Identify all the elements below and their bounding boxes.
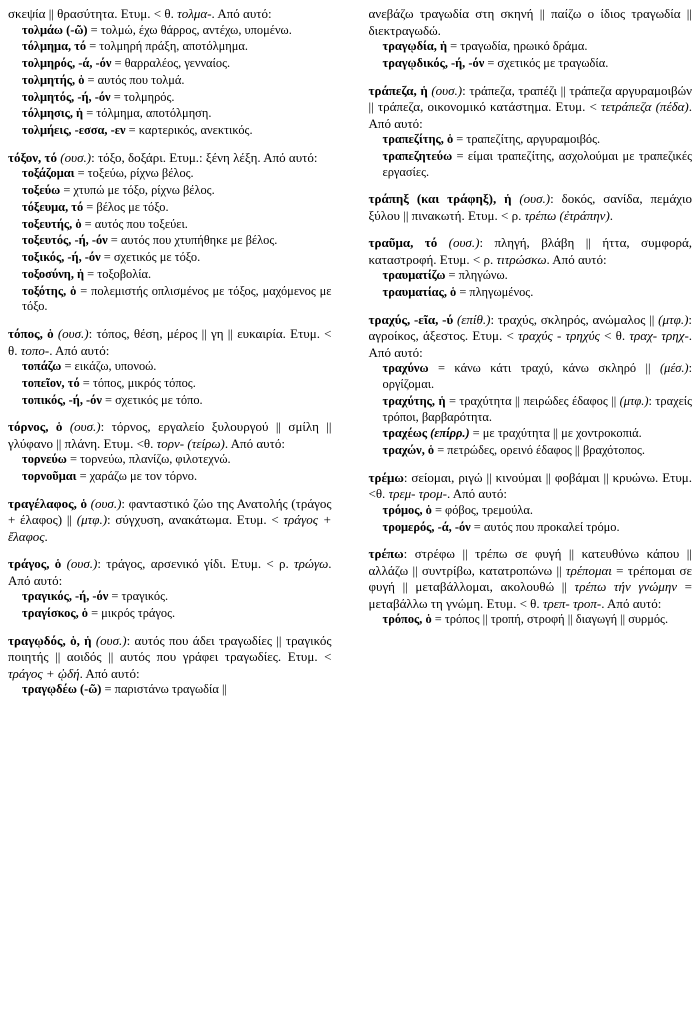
entry-derivative: τοπάζω = εικάζω, υπονοώ. — [22, 359, 157, 373]
dictionary-entry — [8, 633, 332, 698]
entry-headword-block: τραγέλαφος, ὁ (ουσ.): φανταστικό ζώο της Ανατολής (τράγος + έλαφος) || (μτφ.): σύγχυση, ανακάτωμα. Ετυμ. < τράγος + ἔλαφος. — [8, 495, 332, 544]
dictionary-entry — [369, 470, 693, 536]
entry-derivative: τραυματίας, ὁ = πληγωμένος. — [382, 285, 534, 299]
entry-derivative: τοξάζομαι = τοξεύω, ρίχνω βέλος. — [22, 166, 194, 181]
entry-headword-block: τόξον, τό (ουσ.): τόξο, δοξάρι. Ετυμ.: ξένη λέξη. Από αυτό: — [8, 149, 318, 165]
dictionary-entry — [8, 326, 332, 408]
entry-derivative: τοπικός, -ή, -όν = σχετικός με τόπο. — [22, 392, 203, 407]
entry-derivative: τραγῳδέω (-ῶ) = παριστάνω τραγωδία || — [22, 682, 227, 697]
entry-derivatives-list — [383, 39, 693, 72]
dictionary-entry — [369, 235, 693, 301]
entry-derivative: τοξικός, -ή, -όν = σχετικός με τόξο. — [22, 250, 201, 264]
entry-headword-block: ανεβάζω τραγωδία στη σκηνή || παίζω ο ίδιος τραγωδία || διεκτραγωδώ. — [368, 6, 693, 38]
entry-headword-block: τόρνος, ὁ (ουσ.): τόρνος, εργαλείο ξυλουργού || σμίλη || γλύφανο || πλάνη. Ετυμ. <θ. τορν- (τείρω). Από αυτό: — [8, 419, 332, 451]
dictionary-entry — [369, 191, 693, 224]
entry-headword-block: τόπος, ὁ (ουσ.): τόπος, θέση, μέρος || γη || ευκαιρία. Ετυμ. < θ. τοπο-. Από αυτό: — [8, 326, 332, 358]
dictionary-entry — [8, 556, 332, 622]
entry-derivative: τραχύτης, ἡ = τραχύτητα || πειρώδες έδαφος || (μτφ.): τραχείς τρόποι, βαρβαρότητα. — [382, 393, 693, 424]
dictionary-entry — [369, 546, 693, 628]
entry-derivative: τραυματίζω = πληγώνω. — [382, 268, 508, 283]
entry-derivative: τρόπος, ὁ = τρόπος || τροπή, στροφή || διαγωγή || συρμός. — [382, 612, 669, 627]
entry-derivative: τολμηρός, -ά, -όν = θαρραλέος, γενναίος. — [22, 56, 231, 70]
entry-derivative: τοπεῖον, τό = τόπος, μικρός τόπος. — [22, 375, 196, 390]
entry-derivative: τοξότης, ὁ = πολεμιστής οπλισμένος με τόξος, μαχόμενος με τόξο. — [22, 283, 332, 314]
entry-derivative: τολμήεις, -εσσα, -εν = καρτερικός, ανεκτικός. — [22, 123, 253, 137]
entry-headword-block: τραγῳδός, ὁ, ἡ (ουσ.): αυτός που άδει τραγωδίες || τραγικός ποιητής || αοιδός || αυτός που γράφει τραγωδίες. Ετυμ. < τράγος + ᾠδή. Από αυτό: — [8, 632, 332, 681]
entry-derivative: τοξοσύνη, ἡ = τοξοβολία. — [22, 266, 152, 281]
entry-derivative: τραγίσκος, ὁ = μικρός τράγος. — [22, 606, 176, 620]
entry-derivative: τολμητός, -ή, -όν = τολμηρός. — [22, 89, 175, 104]
entry-derivative: τραχύνω = κάνω κάτι τραχύ, κάνω σκληρό || (μέσ.): οργίζομαι. — [382, 361, 693, 391]
entry-derivative: τορνοῦμαι = χαράζω με τον τόρνο. — [22, 469, 198, 483]
dictionary-entry — [369, 312, 693, 459]
entry-headword-block: τραῦμα, τό (ουσ.): πληγή, βλάβη || ήττα, συμφορά, καταστροφή. Ετυμ. < ρ. τιτρώσκω. Από αυτό: — [368, 235, 693, 267]
entry-derivative: τολμάω (-ῶ) = τολμώ, έχω θάρρος, αντέχω, υπομένω. — [22, 22, 292, 37]
entry-derivative: τραγικός, -ή, -όν = τραγικός. — [22, 589, 169, 604]
entry-headword-block: τράπηξ (και τράφηξ), ἡ (ουσ.): δοκός, σανίδα, πεμάχιο ξύλου || πινακωτή. Ετυμ. < ρ. τρέπω (ἐτράπην). — [368, 191, 693, 223]
entry-derivatives-list — [383, 612, 693, 628]
entry-derivative: τραγῳδία, ἡ = τραγωδία, ηρωικό δράμα. — [382, 39, 588, 53]
entry-derivative: τρομερός, -ά, -όν = αυτός που προκαλεί τρόμο. — [382, 519, 620, 534]
entry-derivative: τραχέως (επίρρ.) = με τραχύτητα || με χοντροκοπιά. — [382, 426, 642, 441]
entry-derivatives-list — [383, 268, 693, 301]
entry-derivative: τρόμος, ὁ = φόβος, τρεμούλα. — [382, 502, 533, 517]
entry-derivative: τραπεζητεύω = είμαι τραπεζίτης, ασχολούμαι με τραπεζικές εργασίες. — [382, 148, 693, 179]
entry-derivatives-list — [22, 682, 332, 698]
entry-headword-block: τράγος, ὁ (ουσ.): τράγος, αρσενικό γίδι. Ετυμ. < ρ. τρώγω. Από αυτό: — [8, 556, 332, 588]
entry-derivatives-list — [22, 166, 332, 315]
entry-headword-block: σκεψία || θρασύτητα. Ετυμ. < θ. τολμα-. Από αυτό: — [8, 6, 272, 21]
column-divider — [350, 6, 351, 1018]
entry-derivative: τόλμημα, τό = τολμηρή πράξη, αποτόλμημα. — [22, 39, 248, 54]
dictionary-entry — [369, 83, 693, 181]
right-column — [369, 6, 693, 1018]
entry-derivative: τραπεζίτης, ὁ = τραπεζίτης, αργυραμοιβός. — [382, 132, 601, 146]
entry-headword-block: τρέμω: σείομαι, ριγώ || κινούμαι || φοβάμαι || κρυώνω. Ετυμ. <θ. τρεμ- τρομ-. Από αυτό: — [368, 469, 693, 502]
dictionary-entry — [8, 6, 332, 139]
entry-derivatives-list — [383, 503, 693, 536]
entry-headword-block: τράπεζα, ἡ (ουσ.): τράπεζα, τραπέζι || τράπεζα αργυραμοιβών || τράπεζα, οικονομικό κατάστημα. Ετυμ. < τετράπεζα (πέδα). Από αυτό: — [368, 82, 693, 131]
entry-derivatives-list — [22, 589, 332, 622]
entry-derivative: τοξεύω = χτυπώ με τόξο, ρίχνω βέλος. — [22, 183, 215, 197]
entry-derivative: τοξευτός, -ή, -όν = αυτός που χτυπήθηκε με βέλος. — [22, 233, 278, 248]
dictionary-entry — [8, 496, 332, 546]
entry-derivative: τολμητής, ὁ = αυτός που τολμά. — [22, 72, 185, 87]
entry-derivatives-list — [22, 452, 332, 485]
entry-derivatives-list — [383, 361, 693, 459]
dictionary-entry — [8, 419, 332, 485]
entry-derivative: τόξευμα, τό = βέλος με τόξο. — [22, 199, 169, 214]
entry-headword-block: τραχύς, -εῖα, -ύ (επίθ.): τραχύς, σκληρός, ανώμαλος || (μτφ.): αγροίκος, άξεστος. Ετυμ. < τραχύς - τρηχύς < θ. τραχ- τρηχ-. Από αυτό: — [368, 311, 693, 360]
dictionary-entry — [8, 150, 332, 315]
entry-derivative: τόλμησις, ἡ = τόλμημα, αποτόλμηση. — [22, 106, 212, 121]
dictionary-entry — [369, 6, 693, 72]
entry-derivative: τορνεύω = τορνεύω, πλανίζω, φιλοτεχνώ. — [22, 452, 231, 467]
entry-headword-block: τρέπω: στρέφω || τρέπω σε φυγή || κατευθύνω κάπου || αλλάζω || συντρίβω, κατατροπώνω || τρέπομαι = τρέπομαι σε φυγή || μεταβάλλομαι, ακολουθώ || τρέπω τήν γνώμην = μεταβάλλω τη γνώμη. Ετυμ. < θ. τρεπ- τροπ-. Από αυτό: — [368, 546, 693, 611]
entry-derivative: τοξευτής, ὁ = αυτός που τοξεύει. — [22, 216, 188, 231]
entry-derivatives-list — [383, 132, 693, 180]
left-column — [8, 6, 332, 1018]
entry-derivative: τραχών, ὁ = πετρώδες, ορεινό έδαφος || βραχότοπος. — [382, 443, 645, 457]
entry-derivatives-list — [22, 359, 332, 408]
two-column-layout — [8, 6, 692, 1018]
entry-derivative: τραγῳδικός, -ή, -όν = σχετικός με τραγωδία. — [382, 55, 609, 70]
entry-derivatives-list — [22, 23, 332, 139]
